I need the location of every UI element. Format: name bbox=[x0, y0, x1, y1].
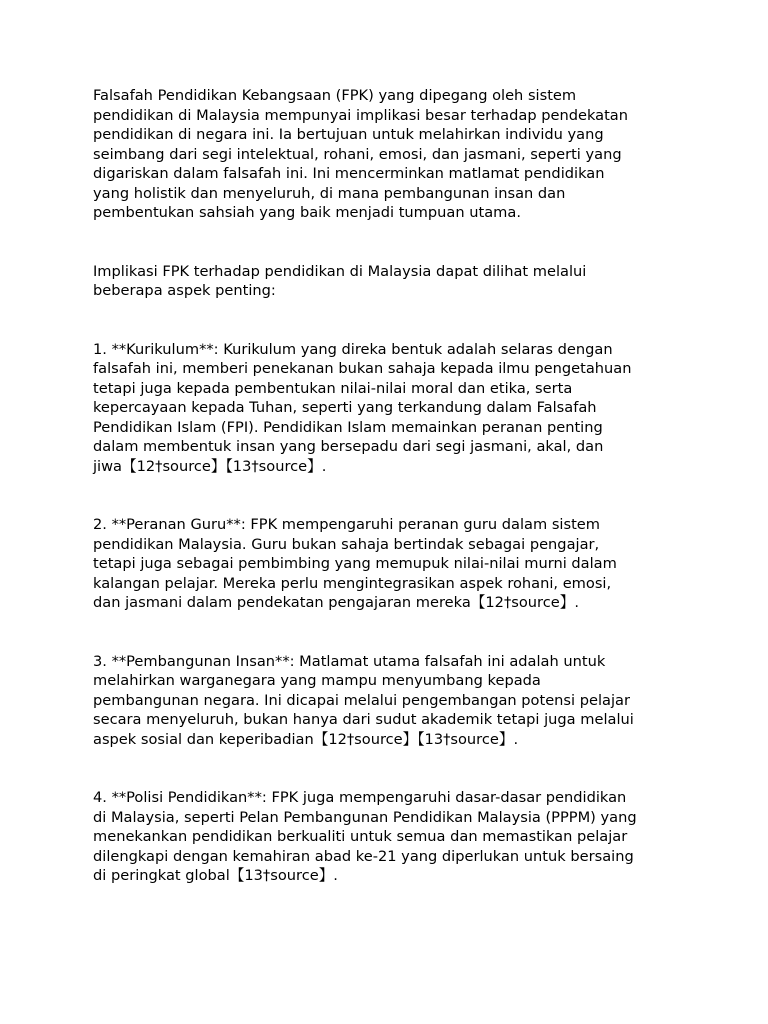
paragraph-peranan-guru bbox=[93, 515, 693, 613]
text-line: menekankan pendidikan berkualiti untuk semua dan memastikan pelajar bbox=[93, 828, 628, 845]
text-line: secara menyeluruh, bukan hanya dari sudut akademik tetapi juga melalui bbox=[93, 711, 634, 728]
text-line: yang holistik dan menyeluruh, di mana pembangunan insan dan bbox=[93, 184, 566, 202]
text-line: 4. **Polisi Pendidikan**: FPK juga mempengaruhi dasar-dasar pendidikan bbox=[93, 789, 627, 806]
paragraph-intro bbox=[93, 86, 693, 223]
text-line: pendidikan di negara ini. Ia bertujuan untuk melahirkan individu yang bbox=[93, 126, 604, 143]
text-line: 3. **Pembangunan Insan**: Matlamat utama falsafah ini adalah untuk bbox=[93, 652, 606, 670]
text-line: digariskan dalam falsafah ini. Ini mencerminkan matlamat pendidikan bbox=[93, 165, 605, 182]
text-line: falsafah ini, memberi penekanan bukan sahaja kepada ilmu pengetahuan bbox=[93, 360, 632, 377]
text-line: di peringkat global【13†source】. bbox=[93, 867, 338, 884]
text-line: dalam membentuk insan yang bersepadu dari segi jasmani, akal, dan bbox=[93, 438, 604, 455]
text-line: melahirkan warganegara yang mampu menyumbang kepada bbox=[93, 672, 541, 689]
text-line: 2. **Peranan Guru**: FPK mempengaruhi peranan guru dalam sistem bbox=[93, 516, 601, 533]
text-line: dan jasmani dalam pendekatan pengajaran mereka【12†source】. bbox=[93, 594, 579, 611]
text-line: Implikasi FPK terhadap pendidikan di Malaysia dapat dilihat melalui bbox=[93, 262, 587, 280]
paragraph-pembangunan-insan bbox=[93, 652, 693, 750]
text-line: pendidikan Malaysia. Guru bukan sahaja bertindak sebagai pengajar, bbox=[93, 535, 600, 553]
text-line: seimbang dari segi intelektual, rohani, emosi, dan jasmani, seperti yang bbox=[93, 145, 622, 163]
text-line: pendidikan di Malaysia mempunyai implikasi besar terhadap pendekatan bbox=[93, 106, 629, 124]
text-line: aspek sosial dan keperibadian【12†source】【13†source】. bbox=[93, 730, 519, 748]
text-line: dilengkapi dengan kemahiran abad ke-21 yang diperlukan untuk bersaing bbox=[93, 847, 634, 865]
text-line: di Malaysia, seperti Pelan Pembangunan Pendidikan Malaysia (PPPM) yang bbox=[93, 808, 637, 826]
text-line: pembangunan negara. Ini dicapai melalui pengembangan potensi pelajar bbox=[93, 691, 630, 709]
paragraph-kurikulum bbox=[93, 340, 693, 477]
text-line: beberapa aspek penting: bbox=[93, 282, 276, 299]
paragraph-implikasi bbox=[93, 262, 693, 301]
text-line: kepercayaan kepada Tuhan, seperti yang terkandung dalam Falsafah bbox=[93, 399, 597, 416]
text-line: 1. **Kurikulum**: Kurikulum yang direka bentuk adalah selaras dengan bbox=[93, 340, 613, 358]
text-line: Falsafah Pendidikan Kebangsaan (FPK) yang dipegang oleh sistem bbox=[93, 87, 577, 104]
text-line: tetapi juga sebagai pembimbing yang memupuk nilai-nilai murni dalam bbox=[93, 555, 617, 572]
text-line: Pendidikan Islam (FPI). Pendidikan Islam memainkan peranan penting bbox=[93, 418, 603, 436]
text-line: pembentukan sahsiah yang baik menjadi tumpuan utama. bbox=[93, 204, 521, 221]
text-line: tetapi juga kepada pembentukan nilai-nilai moral dan etika, serta bbox=[93, 379, 573, 397]
text-line: jiwa【12†source】【13†source】. bbox=[93, 457, 327, 475]
paragraph-polisi-pendidikan bbox=[93, 788, 693, 886]
document-body bbox=[93, 86, 693, 886]
text-line: kalangan pelajar. Mereka perlu mengintegrasikan aspek rohani, emosi, bbox=[93, 574, 612, 592]
